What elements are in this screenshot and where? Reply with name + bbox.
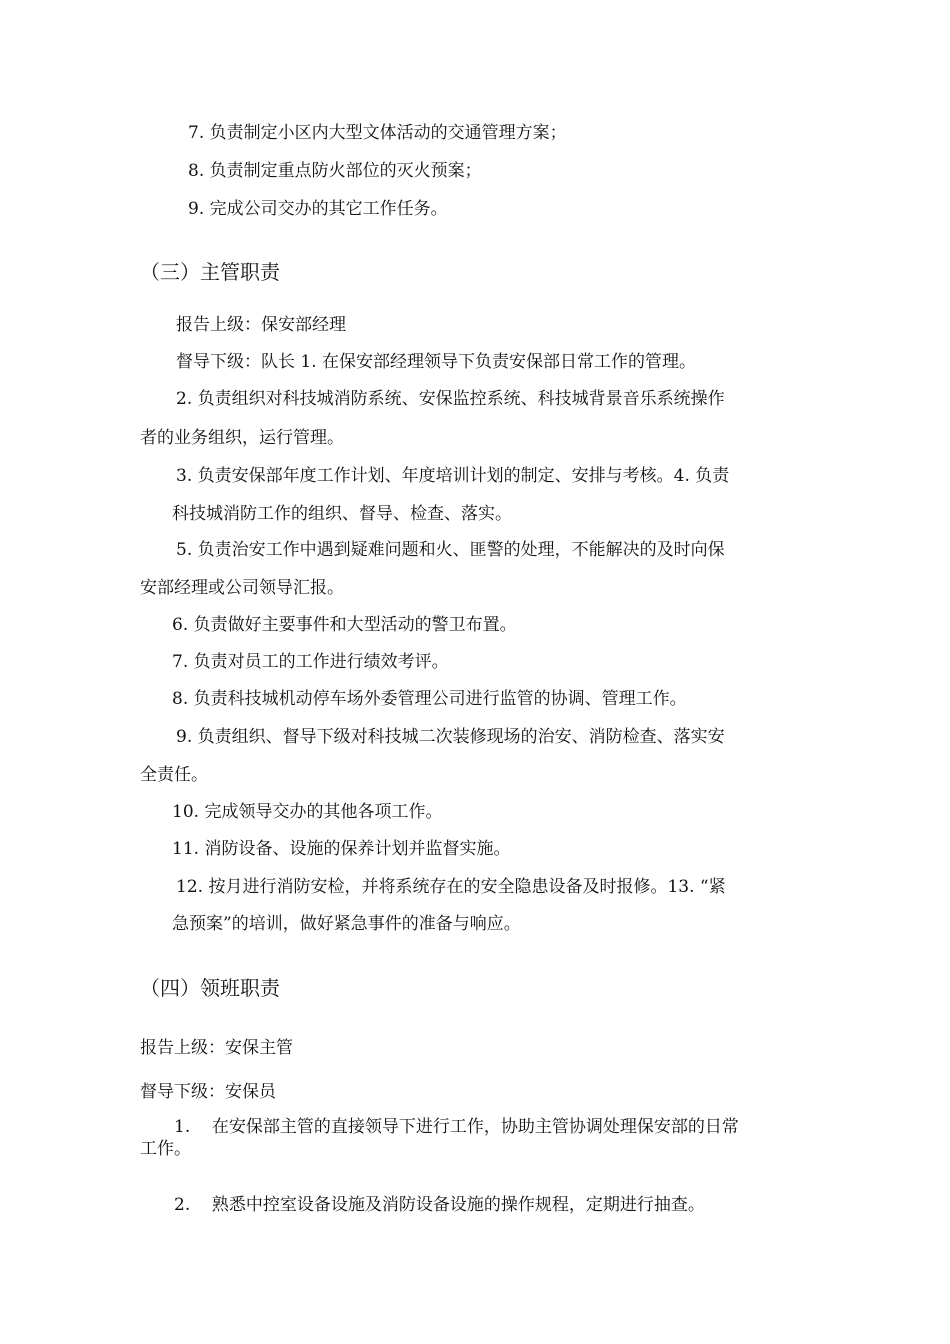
supervise-line: 督导下级：安保员 xyxy=(140,1082,276,1102)
supervise-line: 督导下级：队长 1. 在保安部经理领导下负责安保部日常工作的管理。 xyxy=(176,352,697,372)
report-to-line: 报告上级：安保主管 xyxy=(140,1038,293,1058)
paragraph-line: 10. 完成领导交办的其他各项工作。 xyxy=(172,802,443,822)
paragraph-line: 12. 按月进行消防安检，并将系统存在的安全隐患设备及时报修。13. “紧 xyxy=(176,877,726,897)
paragraph-line: 2. 负责组织对科技城消防系统、安保监控系统、科技城背景音乐系统操作 xyxy=(176,389,725,409)
list-item-7-traffic-plan: 7. 负责制定小区内大型文体活动的交通管理方案； xyxy=(188,123,567,143)
report-to-line: 报告上级：保安部经理 xyxy=(176,315,346,335)
list-item-9-other-tasks: 9. 完成公司交办的其它工作任务。 xyxy=(188,199,448,219)
section-heading-supervisor: （三）主管职责 xyxy=(140,260,280,284)
paragraph-line: 工作。 xyxy=(140,1139,191,1159)
paragraph-line: 2. 熟悉中控室设备设施及消防设备设施的操作规程，定期进行抽查。 xyxy=(174,1195,705,1215)
paragraph-line: 3. 负责安保部年度工作计划、年度培训计划的制定、安排与考核。4. 负责 xyxy=(176,466,730,486)
paragraph-line: 者的业务组织，运行管理。 xyxy=(140,428,344,448)
paragraph-line: 9. 负责组织、督导下级对科技城二次装修现场的治安、消防检查、落实安 xyxy=(176,727,725,747)
list-item-8-fire-plan: 8. 负责制定重点防火部位的灭火预案； xyxy=(188,161,482,181)
paragraph-line: 安部经理或公司领导汇报。 xyxy=(140,578,344,598)
paragraph-line: 全责任。 xyxy=(140,765,208,785)
paragraph-line: 5. 负责治安工作中遇到疑难问题和火、匪警的处理，不能解决的及时向保 xyxy=(176,540,725,560)
paragraph-line: 1. 在安保部主管的直接领导下进行工作，协助主管协调处理保安部的日常 xyxy=(174,1117,739,1137)
paragraph-line: 6. 负责做好主要事件和大型活动的警卫布置。 xyxy=(172,615,517,635)
paragraph-line: 科技城消防工作的组织、督导、检查、落实。 xyxy=(172,504,512,524)
paragraph-line: 11. 消防设备、设施的保养计划并监督实施。 xyxy=(172,839,511,859)
section-heading-team-leader: （四）领班职责 xyxy=(140,976,280,1000)
paragraph-line: 急预案”的培训，做好紧急事件的准备与响应。 xyxy=(172,914,521,934)
paragraph-line: 7. 负责对员工的工作进行绩效考评。 xyxy=(172,652,449,672)
paragraph-line: 8. 负责科技城机动停车场外委管理公司进行监管的协调、管理工作。 xyxy=(172,689,687,709)
